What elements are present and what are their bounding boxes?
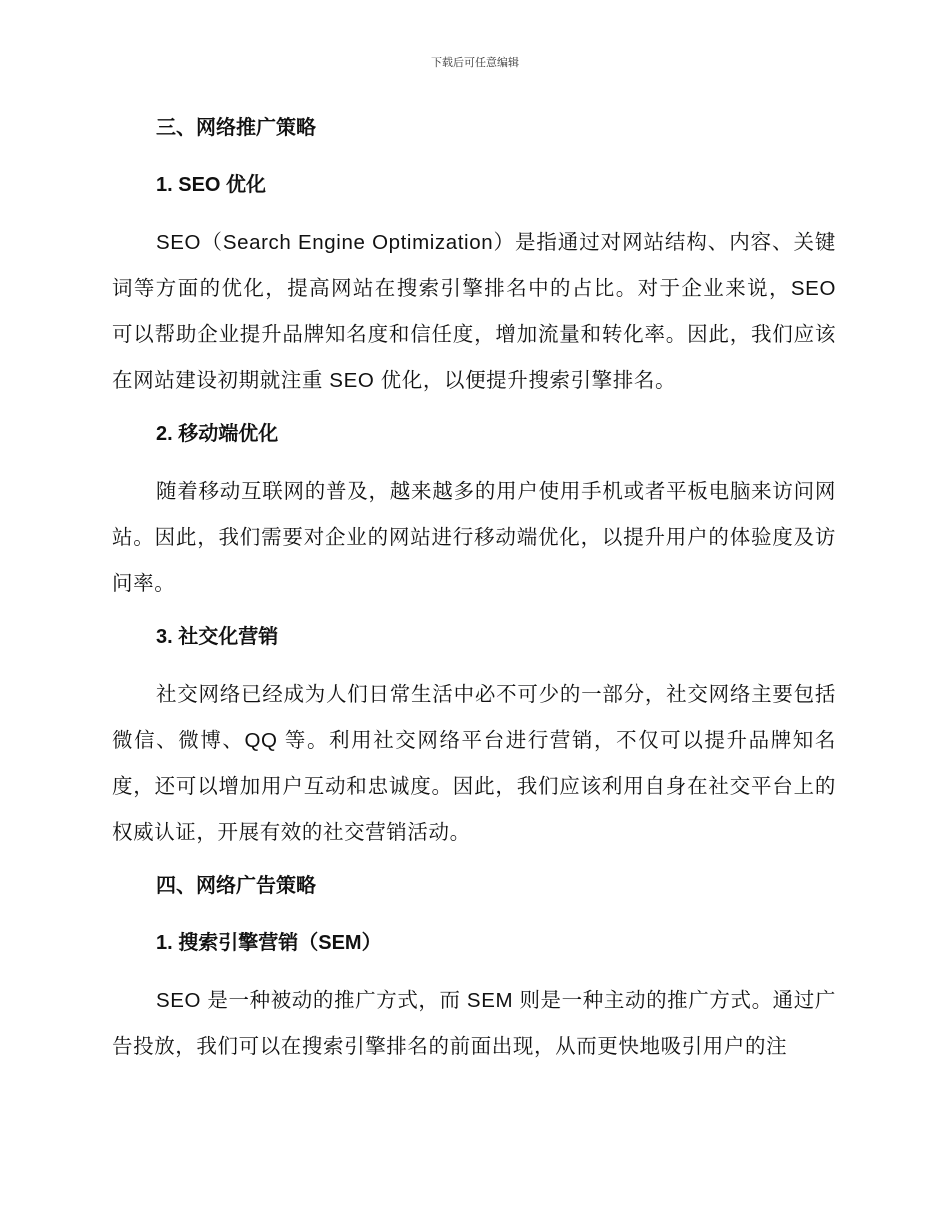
paragraph-social: 社交网络已经成为人们日常生活中必不可少的一部分，社交网络主要包括微信、微博、QQ 等。利用社交网络平台进行营销，不仅可以提升品牌知名度，还可以增加用户互动和忠诚度。因此，我们应该利用自身在社交平台上的权威认证，开展有效的社交营销活动。 [112,683,836,844]
paragraph-seo: SEO（Search Engine Optimization）是指通过对网站结构、内容、关键词等方面的优化，提高网站在搜索引擎排名中的占比。对于企业来说，SEO 可以帮助企业提升品牌知名度和信任度，增加流量和转化率。因此，我们应该在网站建设初期就注重 SEO 优化，以便提升搜索引擎排名。 [112,231,836,392]
document-body [112,112,836,1070]
section-title-network-promotion: 三、网络推广策略 [156,117,316,139]
heading-social-marketing: 3. 社交化营销 [156,626,279,648]
heading-mobile-optimization: 2. 移动端优化 [156,423,279,445]
paragraph-sem: SEO 是一种被动的推广方式，而 SEM 则是一种主动的推广方式。通过广告投放，我们可以在搜索引擎排名的前面出现，从而更快地吸引用户的注 [112,989,836,1058]
heading-seo-optimization: 1. SEO 优化 [156,174,267,196]
page-header: 下载后可任意编辑 [431,56,519,69]
section-title-network-advertising: 四、网络广告策略 [156,875,316,897]
paragraph-mobile: 随着移动互联网的普及，越来越多的用户使用手机或者平板电脑来访问网站。因此，我们需要对企业的网站进行移动端优化，以提升用户的体验度及访问率。 [112,480,836,595]
heading-sem: 1. 搜索引擎营销（SEM） [156,932,382,954]
